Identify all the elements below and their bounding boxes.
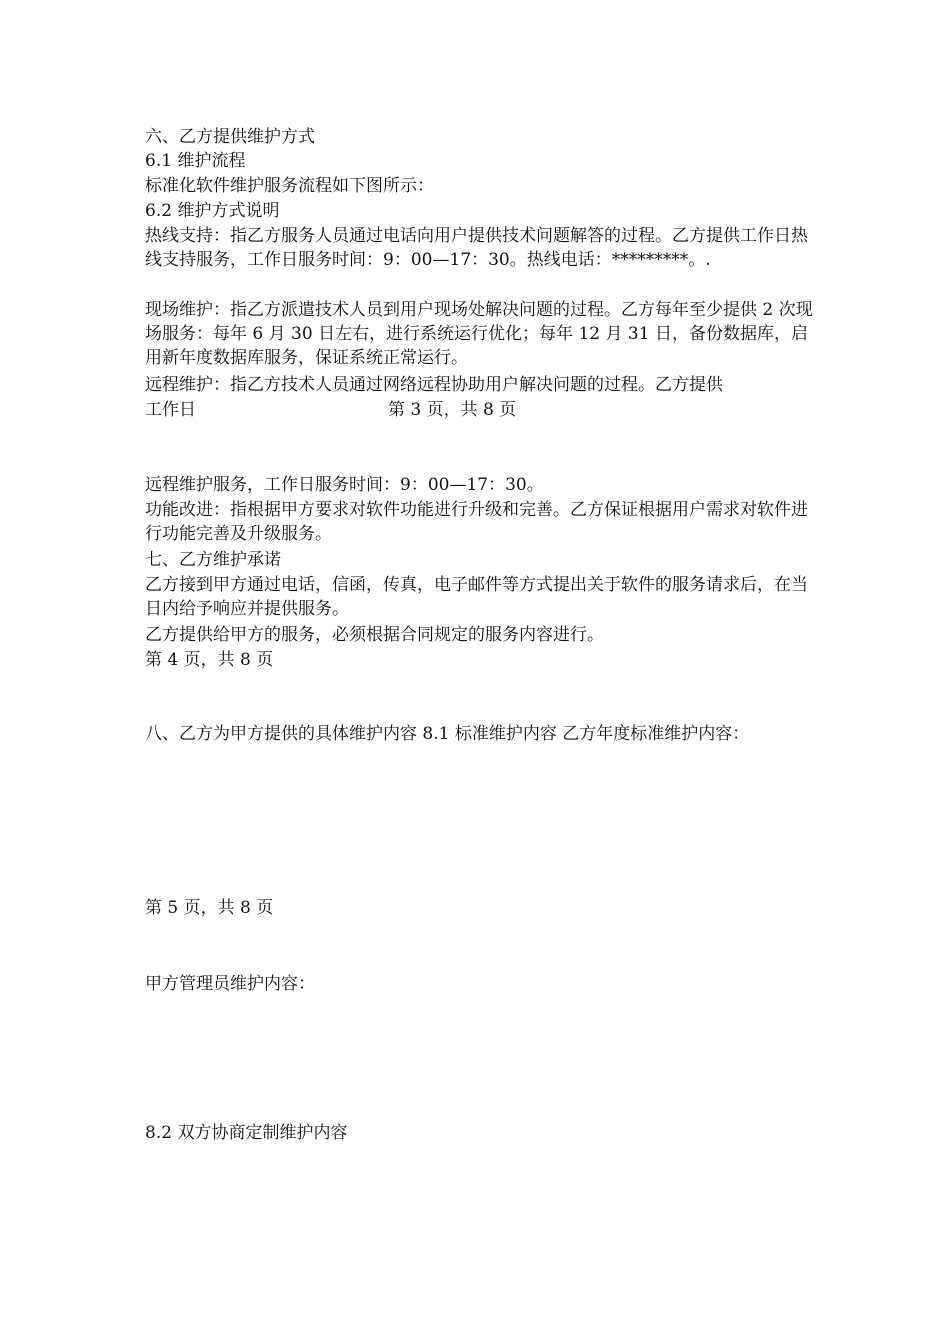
- section-8-2-title: 8.2 双方协商定制维护内容: [145, 1123, 348, 1143]
- section-7-heading: 七、乙方维护承诺: [145, 550, 281, 570]
- page-number-5: 第 5 页，共 8 页: [145, 898, 274, 918]
- section-6-1-title: 6.1 维护流程: [145, 151, 246, 171]
- page-number-4: 第 4 页，共 8 页: [145, 650, 274, 670]
- function-improvement-paragraph: 功能改进：指根据甲方要求对软件功能进行升级和完善。乙方保证根据用户需求对软件进行功能完善及升级服务。: [145, 500, 808, 544]
- remote-maintenance-continued: 远程维护服务，工作日服务时间：9：00—17：30。: [145, 475, 544, 495]
- section-8-heading: 八、乙方为甲方提供的具体维护内容 8.1 标准维护内容 乙方年度标准维护内容：: [145, 724, 750, 744]
- hotline-support-paragraph: 热线支持：指乙方服务人员通过电话向用户提供技术问题解答的过程。乙方提供工作日热线支持服务，工作日服务时间：9：00—17：30。热线电话：*********。.: [145, 226, 808, 270]
- section-6-1-text: 标准化软件维护服务流程如下图所示：: [145, 176, 434, 196]
- onsite-maintenance-paragraph: 现场维护：指乙方派遣技术人员到用户现场处解决问题的过程。乙方每年至少提供 2 次现场服务：每年 6 月 30 日左右，进行系统运行优化；每年 12 月 31 日，备份数据库，启用新年度数据库服务，保证系统正常运行。: [145, 300, 813, 368]
- promise-paragraph-1: 乙方接到甲方通过电话，信函，传真，电子邮件等方式提出关于软件的服务请求后，在当日内给予响应并提供服务。: [145, 575, 808, 619]
- admin-maintenance-content: 甲方管理员维护内容：: [145, 974, 315, 994]
- remote-maintenance-paragraph: 远程维护：指乙方技术人员通过网络远程协助用户解决问题的过程。乙方提供: [145, 375, 723, 395]
- page-number-3: 第 3 页，共 8 页: [388, 400, 517, 420]
- promise-paragraph-2: 乙方提供给甲方的服务，必须根据合同规定的服务内容进行。: [145, 625, 604, 645]
- remote-maintenance-paragraph-end: 工作日: [145, 400, 196, 420]
- section-6-2-title: 6.2 维护方式说明: [145, 201, 280, 221]
- section-6-heading: 六、乙方提供维护方式: [145, 127, 315, 147]
